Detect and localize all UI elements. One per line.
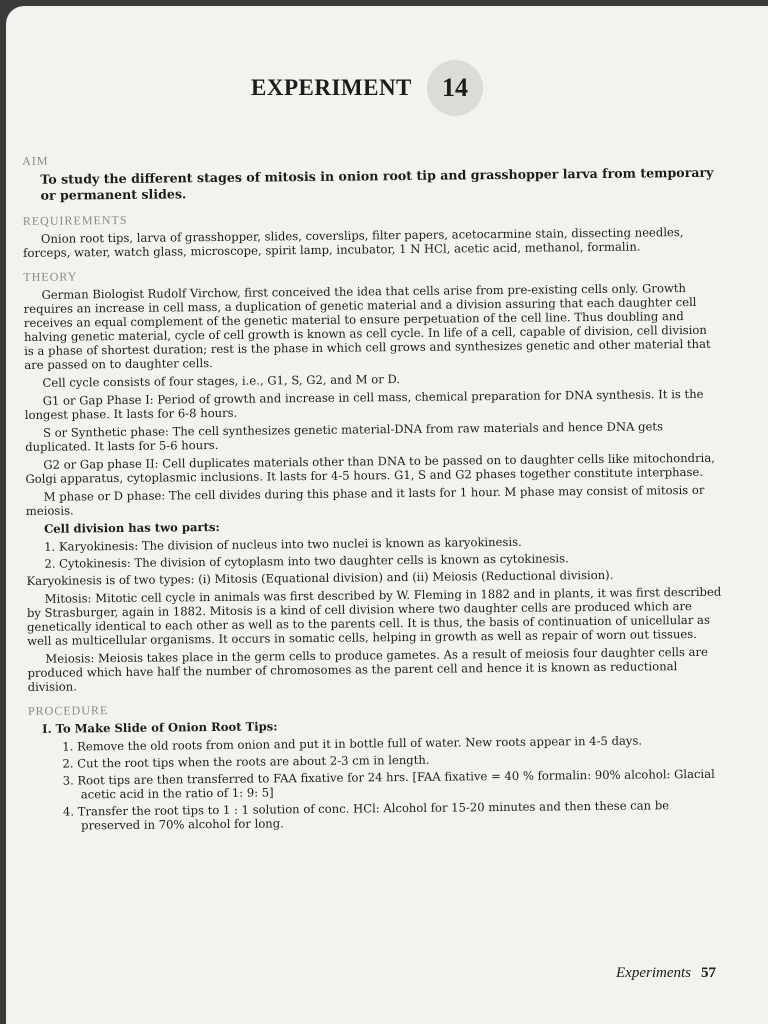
theory-paragraph-2: Cell cycle consists of four stages, i.e., G1, S, G2, and M or D.	[42, 372, 401, 390]
footer-label: Experiments	[616, 965, 691, 981]
section-requirements-heading: REQUIREMENTS	[22, 212, 128, 228]
theory-g1-phase: G1 or Gap Phase I: Period of growth and increase in cell mass, chemical preparation for DNA synthesis. It is the longest phase. It lasts for 6-8 hours.	[24, 386, 704, 422]
karyokinesis-types: Karyokinesis is of two types: (i) Mitosis (Equational division) and (ii) Meiosis (Reductional division).	[26, 567, 614, 588]
theory-g2-phase: G2 or Gap phase II: Cell duplicates materials other than DNA to be passed on to daughter cells like mitochondria, Golgi apparatus, cytoplasmic inclusions. It lasts for 4-5 hours. G1, S and G2 phases together constitute interphase.	[25, 450, 715, 486]
cell-division-heading: Cell division has two parts:	[43, 519, 220, 536]
procedure-step: 1. Remove the old roots from onion and put it in bottle full of water. New roots appear in 4-5 days.	[62, 733, 643, 754]
theory-m-phase: M phase or D phase: The cell divides during this phase and it lasts for 1 hour. M phase may consist of mitosis or meiosis.	[25, 482, 705, 518]
meiosis-paragraph: Meiosis: Meiosis takes place in the germ cells to produce gametes. As a result of meiosis four daughter cells are produced which have half the number of chromosomes as the parent cell and hence it is known as reductional division.	[27, 644, 709, 694]
theory-s-phase: S or Synthetic phase: The cell synthesizes genetic material-DNA from raw materials and hence DNA gets duplicated. It lasts for 5-6 hours.	[25, 419, 664, 454]
procedure-step: 4. Transfer the root tips to 1 : 1 solution of conc. HCl: Alcohol for 15-20 minutes and then these can be preserved in 70% alcohol for long.	[62, 798, 670, 833]
procedure-step: 2. Cut the root tips when the roots are about 2-3 cm in length.	[62, 752, 430, 771]
header	[251, 60, 483, 120]
procedure-subheading: I. To Make Slide of Onion Root Tips:	[42, 719, 278, 736]
experiment-number-badge: 14	[427, 60, 483, 116]
theory-paragraph-1: German Biologist Rudolf Virchow, first conceived the idea that cells arise from pre-existing cells only. Growth requires an increase in cell mass, a duplication of genetic material and a division assuring that each daughter cell receives an equal complement of the genetic material to ensure perpetuation of the cell line. Thus doubling and halving genetic material, cycle of cell growth is known as cell cycle. In life of a cell, capable of division, cell division is a phase of shortest duration; rest is the phase in which cell grows and synthesizes genetic and other material that are passed on to daughter cells.	[23, 281, 711, 372]
page-number: 57	[701, 965, 716, 981]
aim-text: To study the different stages of mitosis in onion root tip and grasshopper larva from temporary or permanent slides.	[40, 164, 714, 203]
book-page	[6, 6, 768, 1024]
section-procedure-heading: PROCEDURE	[27, 703, 109, 718]
procedure-step: 3. Root tips are then transferred to FAA fixative for 24 hrs. [FAA fixative = 40 % formalin: 90% alcohol: Glacial acetic acid in the ratio of 1: 9: 5]	[62, 766, 715, 802]
page-content	[22, 137, 725, 836]
division-item-karyokinesis: 1. Karyokinesis: The division of nucleus into two nuclei is known as karyokinesis.	[44, 534, 522, 554]
page-title: EXPERIMENT	[251, 75, 412, 100]
section-aim-heading: AIM	[22, 153, 49, 168]
section-theory-heading: THEORY	[23, 269, 78, 284]
requirements-text: Onion root tips, larva of grasshopper, slides, coverslips, filter papers, acetocarmine stain, dissecting needles, forceps, water, watch glass, microscope, spirit lamp, incubator, 1 N HCl, acetic acid, methanol, formalin.	[23, 225, 684, 260]
mitosis-paragraph: Mitosis: Mitotic cell cycle in animals was first described by W. Fleming in 1882 and in plants, it was first described by Strasburger, again in 1882. Mitosis is a kind of cell division where two daughter cells are produced which are genetically identical to each other as well as to the parents cell. It is thus, the basis of continuation of unicellular as well as multicellular organisms. It occurs in somatic cells, helping in growth as well as repair of worn out tissues.	[26, 584, 722, 648]
division-item-cytokinesis: 2. Cytokinesis: The division of cytoplasm into two daughter cells is known as cytokinesis.	[44, 551, 569, 571]
page-footer	[616, 965, 716, 982]
